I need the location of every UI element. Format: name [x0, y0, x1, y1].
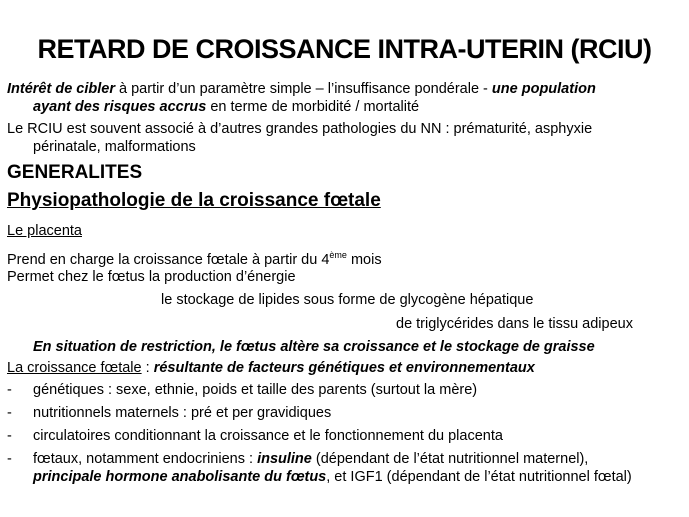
- last-item-insuline: insuline: [257, 451, 312, 467]
- intro-emphasis-1: Intérêt de cibler: [7, 81, 115, 97]
- list-item-text: circulatoires conditionnant la croissance et le fonctionnement du placenta: [33, 428, 503, 444]
- intro-line-1: [7, 80, 596, 98]
- placenta-restriction: En situation de restriction, le fœtus altère sa croissance et le stockage de graisse: [33, 339, 595, 355]
- last-item-line2-text: , et IGF1 (dépendant de l’état nutritionnel fœtal): [326, 469, 632, 485]
- placenta-line-3: le stockage de lipides sous forme de glycogène hépatique: [161, 292, 534, 308]
- placenta-line-1-sup: ème: [329, 250, 347, 260]
- list-dash: -: [7, 405, 12, 421]
- intro-line-3: Le RCIU est souvent associé à d’autres grandes pathologies du NN : prématurité, asphyxie: [7, 121, 593, 137]
- list-item-text: [33, 450, 588, 468]
- intro-line-4: périnatale, malformations: [33, 139, 196, 155]
- placenta-label: Le placenta: [7, 223, 82, 239]
- placenta-line-1-pre: Prend en charge la croissance fœtale à partir du 4: [7, 252, 330, 268]
- heading-physiopathologie: Physiopathologie de la croissance fœtale: [7, 190, 381, 211]
- slide-title: RETARD DE CROISSANCE INTRA-UTERIN (RCIU): [37, 34, 652, 64]
- list-item-text: génétiques : sexe, ethnie, poids et taille des parents (surtout la mère): [33, 382, 478, 398]
- placenta-line-4: de triglycérides dans le tissu adipeux: [396, 316, 633, 332]
- placenta-line-1: [7, 246, 382, 269]
- croissance-desc: résultante de facteurs génétiques et environnementaux: [153, 360, 535, 376]
- croissance-label: La croissance fœtale: [7, 360, 142, 376]
- croissance-sep: :: [141, 360, 154, 376]
- intro-line-2: [33, 98, 419, 116]
- list-dash: -: [7, 428, 12, 444]
- last-item-emphasis: principale hormone anabolisante du fœtus: [33, 469, 327, 485]
- list-item: [0, 450, 689, 490]
- intro-text-2: en terme de morbidité / mortalité: [206, 99, 420, 115]
- intro-emphasis-2: une population: [491, 81, 596, 97]
- intro-text-1: à partir d’un paramètre simple – l’insuffisance pondérale -: [114, 81, 492, 97]
- list-item-text: nutritionnels maternels : pré et per gravidiques: [33, 405, 332, 421]
- heading-generalites: GENERALITES: [7, 162, 143, 183]
- placenta-line-2: Permet chez le fœtus la production d’énergie: [7, 269, 296, 285]
- intro-emphasis-3: ayant des risques accrus: [33, 99, 207, 115]
- croissance-heading-line: [7, 359, 535, 377]
- placenta-line-1-post: mois: [346, 252, 382, 268]
- last-item-post: (dépendant de l’état nutritionnel maternel),: [311, 451, 589, 467]
- list-dash: -: [7, 451, 12, 467]
- list-item-text-line-2: [33, 468, 632, 486]
- list-dash: -: [7, 382, 12, 398]
- last-item-pre: fœtaux, notamment endocriniens :: [33, 451, 258, 467]
